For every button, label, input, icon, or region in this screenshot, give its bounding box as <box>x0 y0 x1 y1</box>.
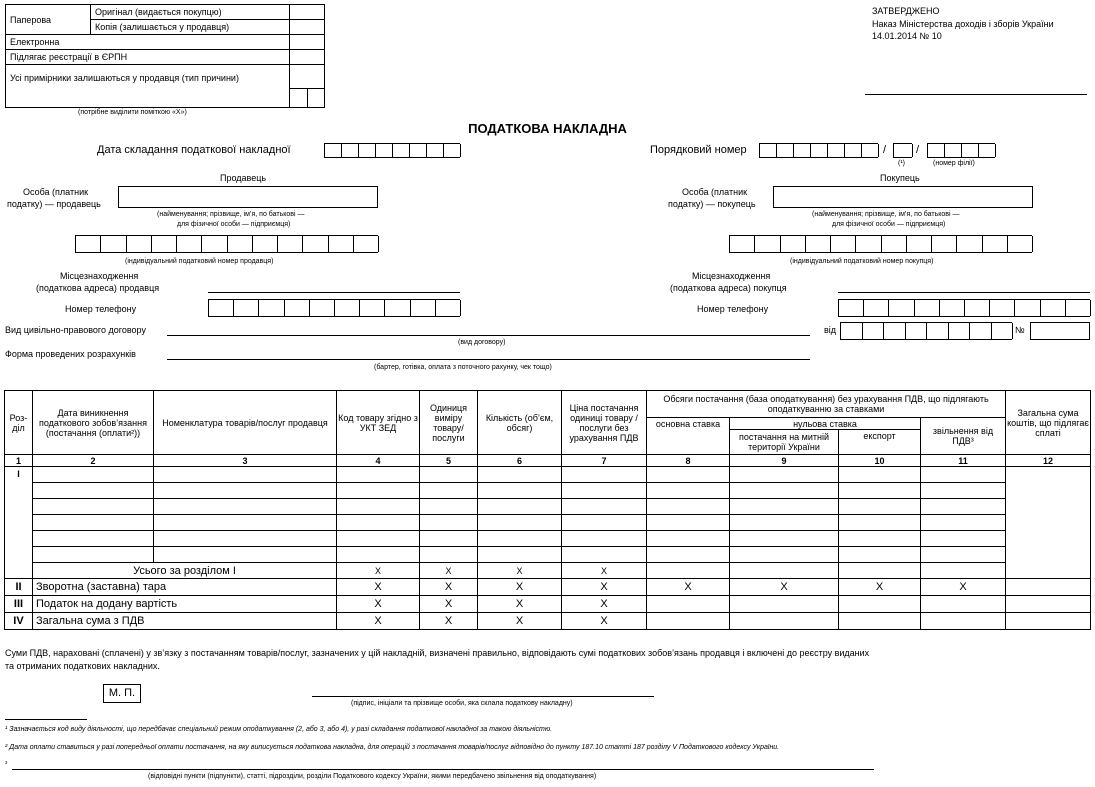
cell[interactable] <box>839 483 921 499</box>
stamp-box: М. П. <box>103 684 141 703</box>
section-2-title: Зворотна (заставна) тара <box>33 579 337 596</box>
column-number: 9 <box>730 455 839 467</box>
branch-number-field[interactable] <box>927 143 995 158</box>
footnote-3-mark: ³ <box>5 761 8 768</box>
buyer-person-label-1: Особа (платник <box>682 187 748 197</box>
cell[interactable] <box>730 531 839 547</box>
contract-type-field[interactable] <box>167 335 810 336</box>
x-mark: Х <box>337 613 420 630</box>
table-row <box>5 515 1091 531</box>
seller-person-label-2: податку) — продавець <box>7 199 101 209</box>
cell[interactable] <box>562 499 647 515</box>
buyer-itn-field[interactable] <box>729 235 1032 253</box>
cell[interactable] <box>562 515 647 531</box>
x-mark: Х <box>420 579 478 596</box>
cell[interactable] <box>154 515 337 531</box>
buyer-name-note-1: (найменування; прізвище, ім’я, по батькові — <box>812 211 960 218</box>
cell[interactable] <box>839 499 921 515</box>
table-header-row-1 <box>5 391 1091 418</box>
contract-label: Вид цивільно-правового договору <box>5 325 146 335</box>
cell[interactable] <box>839 531 921 547</box>
branch-number-note: (номер філії) <box>933 160 975 167</box>
x-mark: Х <box>562 579 647 596</box>
cell[interactable] <box>730 613 839 630</box>
seller-location-label-2: (податкова адреса) продавця <box>36 283 160 293</box>
x-mark: Х <box>478 563 562 579</box>
cell[interactable] <box>839 613 921 630</box>
column-number: 7 <box>562 455 647 467</box>
document-title: ПОДАТКОВА НАКЛАДНА <box>468 121 627 136</box>
cell[interactable] <box>647 547 730 563</box>
paper-label: Паперова <box>6 5 91 35</box>
cell[interactable] <box>337 483 420 499</box>
goods-table <box>4 390 1091 630</box>
x-mark: Х <box>839 579 921 596</box>
cell[interactable] <box>562 531 647 547</box>
x-mark: Х <box>562 563 647 579</box>
footnote-3-field[interactable] <box>12 769 874 770</box>
cell[interactable] <box>337 467 420 483</box>
cell[interactable] <box>730 499 839 515</box>
x-mark: Х <box>420 596 478 613</box>
cell[interactable] <box>839 563 921 579</box>
cell[interactable] <box>420 483 478 499</box>
electronic-checkbox[interactable] <box>290 35 325 50</box>
h-qty: Кількість (об’єм, обсяг) <box>478 391 562 455</box>
cell[interactable] <box>839 596 921 613</box>
x-mark: Х <box>562 613 647 630</box>
x-mark: Х <box>562 596 647 613</box>
footnote-1: ¹ Зазначається код виду діяльності, що передбачає спеціальний режим оподаткування (2, або 3, або 4), у разі складання податкової накладної за такою діяльністю. <box>5 726 553 733</box>
buyer-phone-label: Номер телефону <box>697 304 769 314</box>
cell[interactable] <box>478 499 562 515</box>
cell[interactable] <box>730 547 839 563</box>
cell[interactable] <box>647 483 730 499</box>
cell[interactable] <box>921 547 1006 563</box>
registration-checkbox[interactable] <box>290 50 325 65</box>
cell[interactable] <box>154 483 337 499</box>
cell[interactable] <box>478 483 562 499</box>
x-mark: Х <box>337 579 420 596</box>
cell[interactable] <box>730 483 839 499</box>
registration-label: Підлягає реєстрації в ЄРПН <box>6 50 290 65</box>
seller-phone-field[interactable] <box>208 299 460 317</box>
seller-name-note-1: (найменування; прізвище, ім’я, по батькові — <box>157 211 305 218</box>
seller-itn-note: (індивідуальний податковий номер продавця) <box>125 258 274 265</box>
cell[interactable] <box>33 515 154 531</box>
cell[interactable] <box>420 547 478 563</box>
section-1-label: I <box>5 467 33 579</box>
cell[interactable] <box>839 515 921 531</box>
cell[interactable] <box>420 515 478 531</box>
payment-form-field[interactable] <box>167 359 810 360</box>
seller-itn-field[interactable] <box>75 235 378 253</box>
footnote-3-note: (відповідні пункти (підпункти), статті, підрозділи, розділи Податкового кодексу України, якими передбачено звільнення від оподаткування) <box>148 773 597 780</box>
activity-code-field[interactable] <box>893 143 912 158</box>
x-mark: Х <box>337 596 420 613</box>
cell[interactable] <box>337 531 420 547</box>
cell[interactable] <box>562 467 647 483</box>
original-checkbox[interactable] <box>290 5 325 20</box>
date-label: Дата складання податкової накладної <box>97 144 291 156</box>
cell[interactable] <box>478 515 562 531</box>
x-mark: Х <box>420 613 478 630</box>
cell[interactable] <box>33 483 154 499</box>
section-4-row <box>5 613 1091 630</box>
original-label: Оригінал (видається покупцю) <box>91 5 290 20</box>
cell[interactable] <box>647 531 730 547</box>
cell[interactable] <box>420 531 478 547</box>
cell[interactable] <box>921 531 1006 547</box>
approval-underline <box>865 94 1087 95</box>
section-4-label: IV <box>5 613 33 630</box>
buyer-location-label-2: (податкова адреса) покупця <box>670 283 787 293</box>
column-number: 2 <box>33 455 154 467</box>
cell[interactable] <box>647 596 730 613</box>
column-number: 4 <box>337 455 420 467</box>
cell[interactable] <box>420 467 478 483</box>
electronic-label: Електронна <box>6 35 290 50</box>
cell[interactable] <box>647 499 730 515</box>
h-price: Ціна постачання одиниці товару / послуги без урахування ПДВ <box>562 391 647 455</box>
cell[interactable] <box>647 563 730 579</box>
approval-line1: Наказ Міністерства доходів і зборів України <box>872 19 1054 29</box>
cell[interactable] <box>921 563 1006 579</box>
cell[interactable] <box>921 515 1006 531</box>
h-total: Загальна сума коштів, що підлягає сплаті <box>1006 391 1091 455</box>
cell[interactable] <box>1006 579 1091 596</box>
payment-note: (бартер, готівка, оплата з поточного рахунку, чек тощо) <box>374 364 552 371</box>
payment-label: Форма проведених розрахунків <box>5 349 136 359</box>
mark-note: (потрібне виділити поміткою «Х») <box>78 109 187 116</box>
x-mark: Х <box>730 579 839 596</box>
serial-separator-1: / <box>883 144 887 156</box>
cell[interactable] <box>337 547 420 563</box>
confirm-text-2: та отриманих податкових накладних. <box>5 661 160 671</box>
h-zero: нульова ставка <box>730 418 921 430</box>
cell[interactable] <box>478 531 562 547</box>
x-mark: Х <box>478 596 562 613</box>
table-row <box>5 499 1091 515</box>
h-basic: основна ставка <box>647 418 730 455</box>
copy-label: Копія (залишається у продавця) <box>91 20 290 35</box>
cell[interactable] <box>647 613 730 630</box>
approval-title: ЗАТВЕРДЖЕНО <box>872 6 940 16</box>
column-number: 5 <box>420 455 478 467</box>
h-nomenclature: Номенклатура товарів/послуг продавця <box>154 391 337 455</box>
reason-type-boxes[interactable] <box>290 65 325 108</box>
buyer-location-field[interactable] <box>838 292 1090 293</box>
section-3-row <box>5 596 1091 613</box>
buyer-person-label-2: податку) — покупець <box>668 199 756 209</box>
section-3-title: Податок на додану вартість <box>33 596 337 613</box>
section-4-title: Загальна сума з ПДВ <box>33 613 337 630</box>
x-mark: Х <box>921 579 1006 596</box>
x-mark: Х <box>420 563 478 579</box>
cell[interactable] <box>478 547 562 563</box>
x-mark: Х <box>478 613 562 630</box>
h-customs: постачання на митній території України <box>730 430 839 455</box>
cell[interactable] <box>730 515 839 531</box>
h-code: Код товару згідно з УКТ ЗЕД <box>337 391 420 455</box>
cell[interactable] <box>154 467 337 483</box>
document-type-box <box>5 4 325 108</box>
cell[interactable] <box>33 547 154 563</box>
h-exempt: звільнення від ПДВ³ <box>921 418 1006 455</box>
x-mark: Х <box>647 579 730 596</box>
cell[interactable] <box>1006 596 1091 613</box>
column-number: 8 <box>647 455 730 467</box>
x-mark: Х <box>478 579 562 596</box>
table-row <box>5 467 1091 483</box>
footnote-ref: (¹) <box>898 160 905 167</box>
section-3-label: III <box>5 596 33 613</box>
column-number: 3 <box>154 455 337 467</box>
cell[interactable] <box>562 547 647 563</box>
footnote-2: ² Дата оплати ставиться у разі попередньої оплати постачання, на яку виписується податкова накладна, для операцій з постачання товарів/послуг відповідно до пункту 187.10 статті 187 розділу V Податкового кодексу України. <box>5 744 780 751</box>
cell[interactable] <box>33 531 154 547</box>
cell[interactable] <box>33 499 154 515</box>
date-field[interactable] <box>324 143 460 158</box>
contract-date-field[interactable] <box>840 322 1012 340</box>
column-number: 6 <box>478 455 562 467</box>
cell[interactable] <box>478 467 562 483</box>
contract-from-label: від <box>824 325 837 335</box>
contract-number-label: № <box>1015 325 1025 335</box>
cell[interactable] <box>730 467 839 483</box>
cell[interactable] <box>154 547 337 563</box>
cell[interactable] <box>839 467 921 483</box>
confirm-text-1: Суми ПДВ, нараховані (сплачені) у зв’язку з постачанням товарів/послуг, зазначених у цій накладній, визначені правильно, відповідають сумі податкових зобов’язань продавця і включені до реєстру виданих <box>5 648 870 658</box>
cell[interactable] <box>154 531 337 547</box>
table-row <box>5 547 1091 563</box>
cell[interactable] <box>647 515 730 531</box>
h-export: експорт <box>839 430 921 455</box>
buyer-location-label-1: Місцезнаходження <box>692 271 771 281</box>
total-cell-section-1[interactable] <box>1006 467 1091 579</box>
seller-name-note-2: для фізичної особи — підприємця) <box>177 221 291 228</box>
cell[interactable] <box>921 483 1006 499</box>
column-number: 10 <box>839 455 921 467</box>
cell[interactable] <box>420 499 478 515</box>
signature-note: (підпис, ініціали та прізвище особи, яка склала податкову накладну) <box>351 700 573 707</box>
seller-phone-label: Номер телефону <box>65 304 137 314</box>
serial-label: Порядковий номер <box>650 144 747 156</box>
cell[interactable] <box>730 596 839 613</box>
cell[interactable] <box>839 547 921 563</box>
cell[interactable] <box>33 467 154 483</box>
seller-person-label-1: Особа (платник <box>23 187 89 197</box>
seller-location-label-1: Місцезнаходження <box>60 271 139 281</box>
section-1-total-label: Усього за розділом I <box>33 563 337 579</box>
buyer-name-note-2: для фізичної особи — підприємця) <box>832 221 946 228</box>
all-copies-label: Усі примірники залишаються у продавця (тип причини) <box>6 65 290 108</box>
section-2-label: II <box>5 579 33 596</box>
x-mark: Х <box>337 563 420 579</box>
h-date: Дата виникнення податкового зобов’язання (постачання (оплати²)) <box>33 391 154 455</box>
cell[interactable] <box>730 563 839 579</box>
footnote-separator <box>5 719 87 720</box>
seller-heading: Продавець <box>220 173 267 183</box>
column-number: 12 <box>1006 455 1091 467</box>
column-numbers-row <box>5 455 1091 467</box>
copy-checkbox[interactable] <box>290 20 325 35</box>
column-number: 11 <box>921 455 1006 467</box>
cell[interactable] <box>921 613 1006 630</box>
seller-name-field[interactable] <box>118 186 378 208</box>
serial-separator-2: / <box>916 144 920 156</box>
section-1-total-row <box>5 563 1091 579</box>
cell[interactable] <box>921 499 1006 515</box>
table-row <box>5 483 1091 499</box>
h-section: Роз-діл <box>5 391 33 455</box>
cell[interactable] <box>337 499 420 515</box>
buyer-phone-field[interactable] <box>838 299 1090 317</box>
section-2-row <box>5 579 1091 596</box>
table-row <box>5 531 1091 547</box>
cell[interactable] <box>562 483 647 499</box>
cell[interactable] <box>154 499 337 515</box>
contract-number-field[interactable] <box>1030 322 1090 340</box>
cell[interactable] <box>1006 613 1091 630</box>
approval-line2: 14.01.2014 № 10 <box>872 31 942 41</box>
seller-location-field[interactable] <box>208 292 460 293</box>
signature-field[interactable] <box>312 696 654 697</box>
column-number: 1 <box>5 455 33 467</box>
h-unit: Одиниця виміру товару/ послуги <box>420 391 478 455</box>
cell[interactable] <box>647 467 730 483</box>
cell[interactable] <box>921 596 1006 613</box>
buyer-name-field[interactable] <box>773 186 1033 208</box>
cell[interactable] <box>337 515 420 531</box>
contract-note: (вид договору) <box>458 339 506 346</box>
buyer-heading: Покупець <box>880 173 920 183</box>
cell[interactable] <box>921 467 1006 483</box>
serial-number-field[interactable] <box>759 143 878 158</box>
h-volumes: Обсяги постачання (база оподаткування) без урахування ПДВ, що підлягають оподаткуванню за ставками <box>647 391 1006 418</box>
buyer-itn-note: (індивідуальний податковий номер покупця) <box>790 258 934 265</box>
